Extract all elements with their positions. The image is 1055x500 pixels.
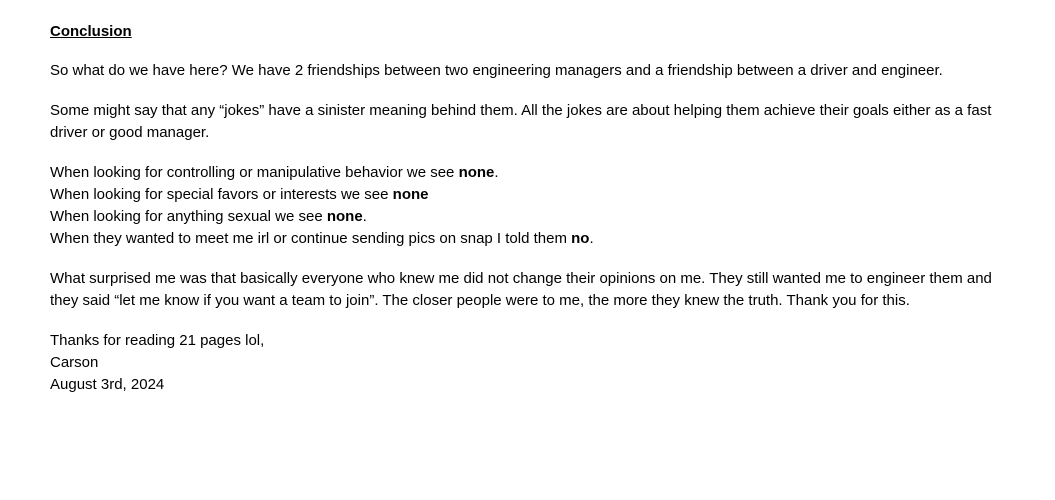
observation-line (50, 162, 1002, 184)
observation-emphasis: none (392, 186, 429, 203)
observations-list (50, 162, 1005, 250)
paragraph-summary: So what do we have here? We have 2 friendships between two engineering managers and a friendship between a driver and engineer. (50, 62, 943, 79)
observation-text-before: When they wanted to meet me irl or continue sending pics on snap I told them (50, 230, 572, 247)
signoff-thanks: Thanks for reading 21 pages lol, (50, 332, 265, 349)
observation-text-before: When looking for anything sexual we see (50, 208, 327, 225)
signoff-block (50, 330, 1005, 396)
observation-line (50, 184, 1002, 206)
observation-text-before: When looking for controlling or manipulative behavior we see (50, 164, 459, 181)
observation-emphasis: none (326, 208, 363, 225)
observation-line (50, 228, 1002, 250)
observation-text-after: . (362, 208, 367, 225)
observation-text-after: . (494, 164, 499, 181)
observation-emphasis: no (571, 230, 590, 247)
signoff-date: August 3rd, 2024 (50, 376, 165, 393)
observation-line (50, 206, 1002, 228)
observation-emphasis: none (458, 164, 495, 181)
section-heading: Conclusion (50, 23, 132, 40)
observation-text-after: . (589, 230, 594, 247)
signoff-name: Carson (50, 354, 99, 371)
paragraph-jokes: Some might say that any “jokes” have a sinister meaning behind them. All the jokes are about helping them achieve their goals either as a fast driver or good manager. (50, 102, 992, 141)
paragraph-surprise: What surprised me was that basically everyone who knew me did not change their opinions on me. They still wanted me to engineer them and they said “let me know if you want a team to join”. The closer people were to me, the more they knew the truth. Thank you for this. (50, 270, 992, 309)
observation-text-before: When looking for special favors or interests we see (50, 186, 393, 203)
